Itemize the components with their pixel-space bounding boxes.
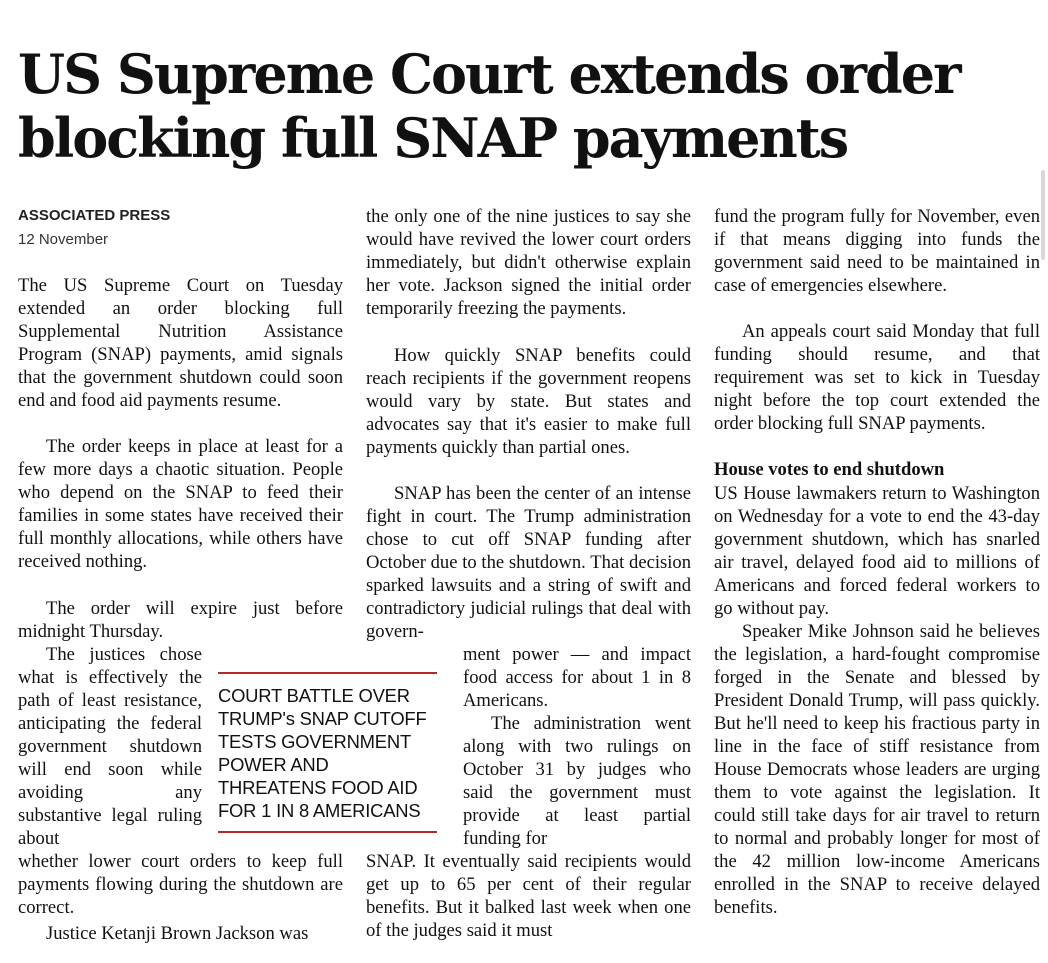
scrollbar-thumb[interactable] xyxy=(1041,170,1045,260)
article-paragraph: How quickly SNAP benefits could reach recipients if the government reopens would vary by state. But states and advocates say that it's easier to make full payments quickly than partial ones. xyxy=(366,345,691,458)
article-paragraph: An appeals court said Monday that full funding should resume, and that requirement was set to kick in Tuesday night before the top court extended the order blocking full SNAP payments. xyxy=(714,321,1040,434)
article-paragraph: SNAP has been the center of an intense fight in court. The Trump administration chose to cut off SNAP funding after October due to the shutdown. That decision sparked lawsuits and a string of swift and contradictory judicial rulings that deal with govern- xyxy=(366,483,691,642)
article-paragraph: The justices chose what is effectively the path of least resistance, anticipating the federal government shutdown will end soon while avoiding any substantive legal ruling about xyxy=(18,644,202,849)
dateline: 12 November xyxy=(18,231,109,248)
article-paragraph: whether lower court orders to keep full payments flowing during the shutdown are correct. xyxy=(18,851,343,918)
byline: ASSOCIATED PRESS xyxy=(18,207,171,224)
article-paragraph: Justice Ketanji Brown Jackson was xyxy=(46,923,309,944)
article-paragraph: fund the program fully for November, even if that means digging into funds the government said need to be maintained in case of emergencies elsewhere. xyxy=(714,206,1040,296)
article-paragraph: US House lawmakers return to Washington on Wednesday for a vote to end the 43-day government shutdown, which has snarled air travel, delayed food aid to millions of Americans and forced federal workers to go without pay. xyxy=(714,483,1040,619)
article-paragraph: the only one of the nine justices to say she would have revived the lower court orders immediately, but didn't otherwise explain her vote. Jackson signed the initial order temporarily freezing the payments. xyxy=(366,206,691,319)
article-paragraph: The order keeps in place at least for a few more days a chaotic situation. People who depend on the SNAP to feed their families in some states have received their full monthly allocations, while others have received nothing. xyxy=(18,436,343,572)
headline: US Supreme Court extends order blocking full SNAP payments xyxy=(18,42,960,170)
pull-quote-text: COURT BATTLE OVER TRUMP's SNAP CUTOFF TESTS GOVERNMENT POWER AND THREATENS FOOD AID FOR 1 IN 8 AMERICANS xyxy=(218,685,427,821)
article-paragraph: The administration went along with two rulings on October 31 by judges who said the government must provide at least partial funding for xyxy=(463,713,691,849)
article-paragraph: SNAP. It eventually said recipients would get up to 65 per cent of their regular benefits. But it balked last week when one of the judges said it must xyxy=(366,851,691,941)
article-paragraph: The US Supreme Court on Tuesday extended an order blocking full Supplemental Nutrition Assistance Program (SNAP) payments, amid signals that the government shutdown could soon end and food aid payments resume. xyxy=(18,275,343,411)
article-paragraph: The order will expire just before midnight Thursday. xyxy=(18,598,343,642)
article-paragraph: Speaker Mike Johnson said he believes the legislation, a hard-fought compromise forged in the Senate and blessed by President Donald Trump, will pass quickly. But he'll need to keep his fractious party in line in the face of stiff resistance from House Democrats whose leaders are urging them to vote against the legislation. It could still take days for air travel to return to normal and probably longer for most of the 42 million low-income Americans enrolled in the SNAP to receive delayed benefits. xyxy=(714,621,1040,918)
pull-quote xyxy=(218,672,437,833)
article-paragraph: ment power — and impact food access for about 1 in 8 Americans. xyxy=(463,644,691,711)
section-subhead: House votes to end shutdown xyxy=(714,459,945,480)
